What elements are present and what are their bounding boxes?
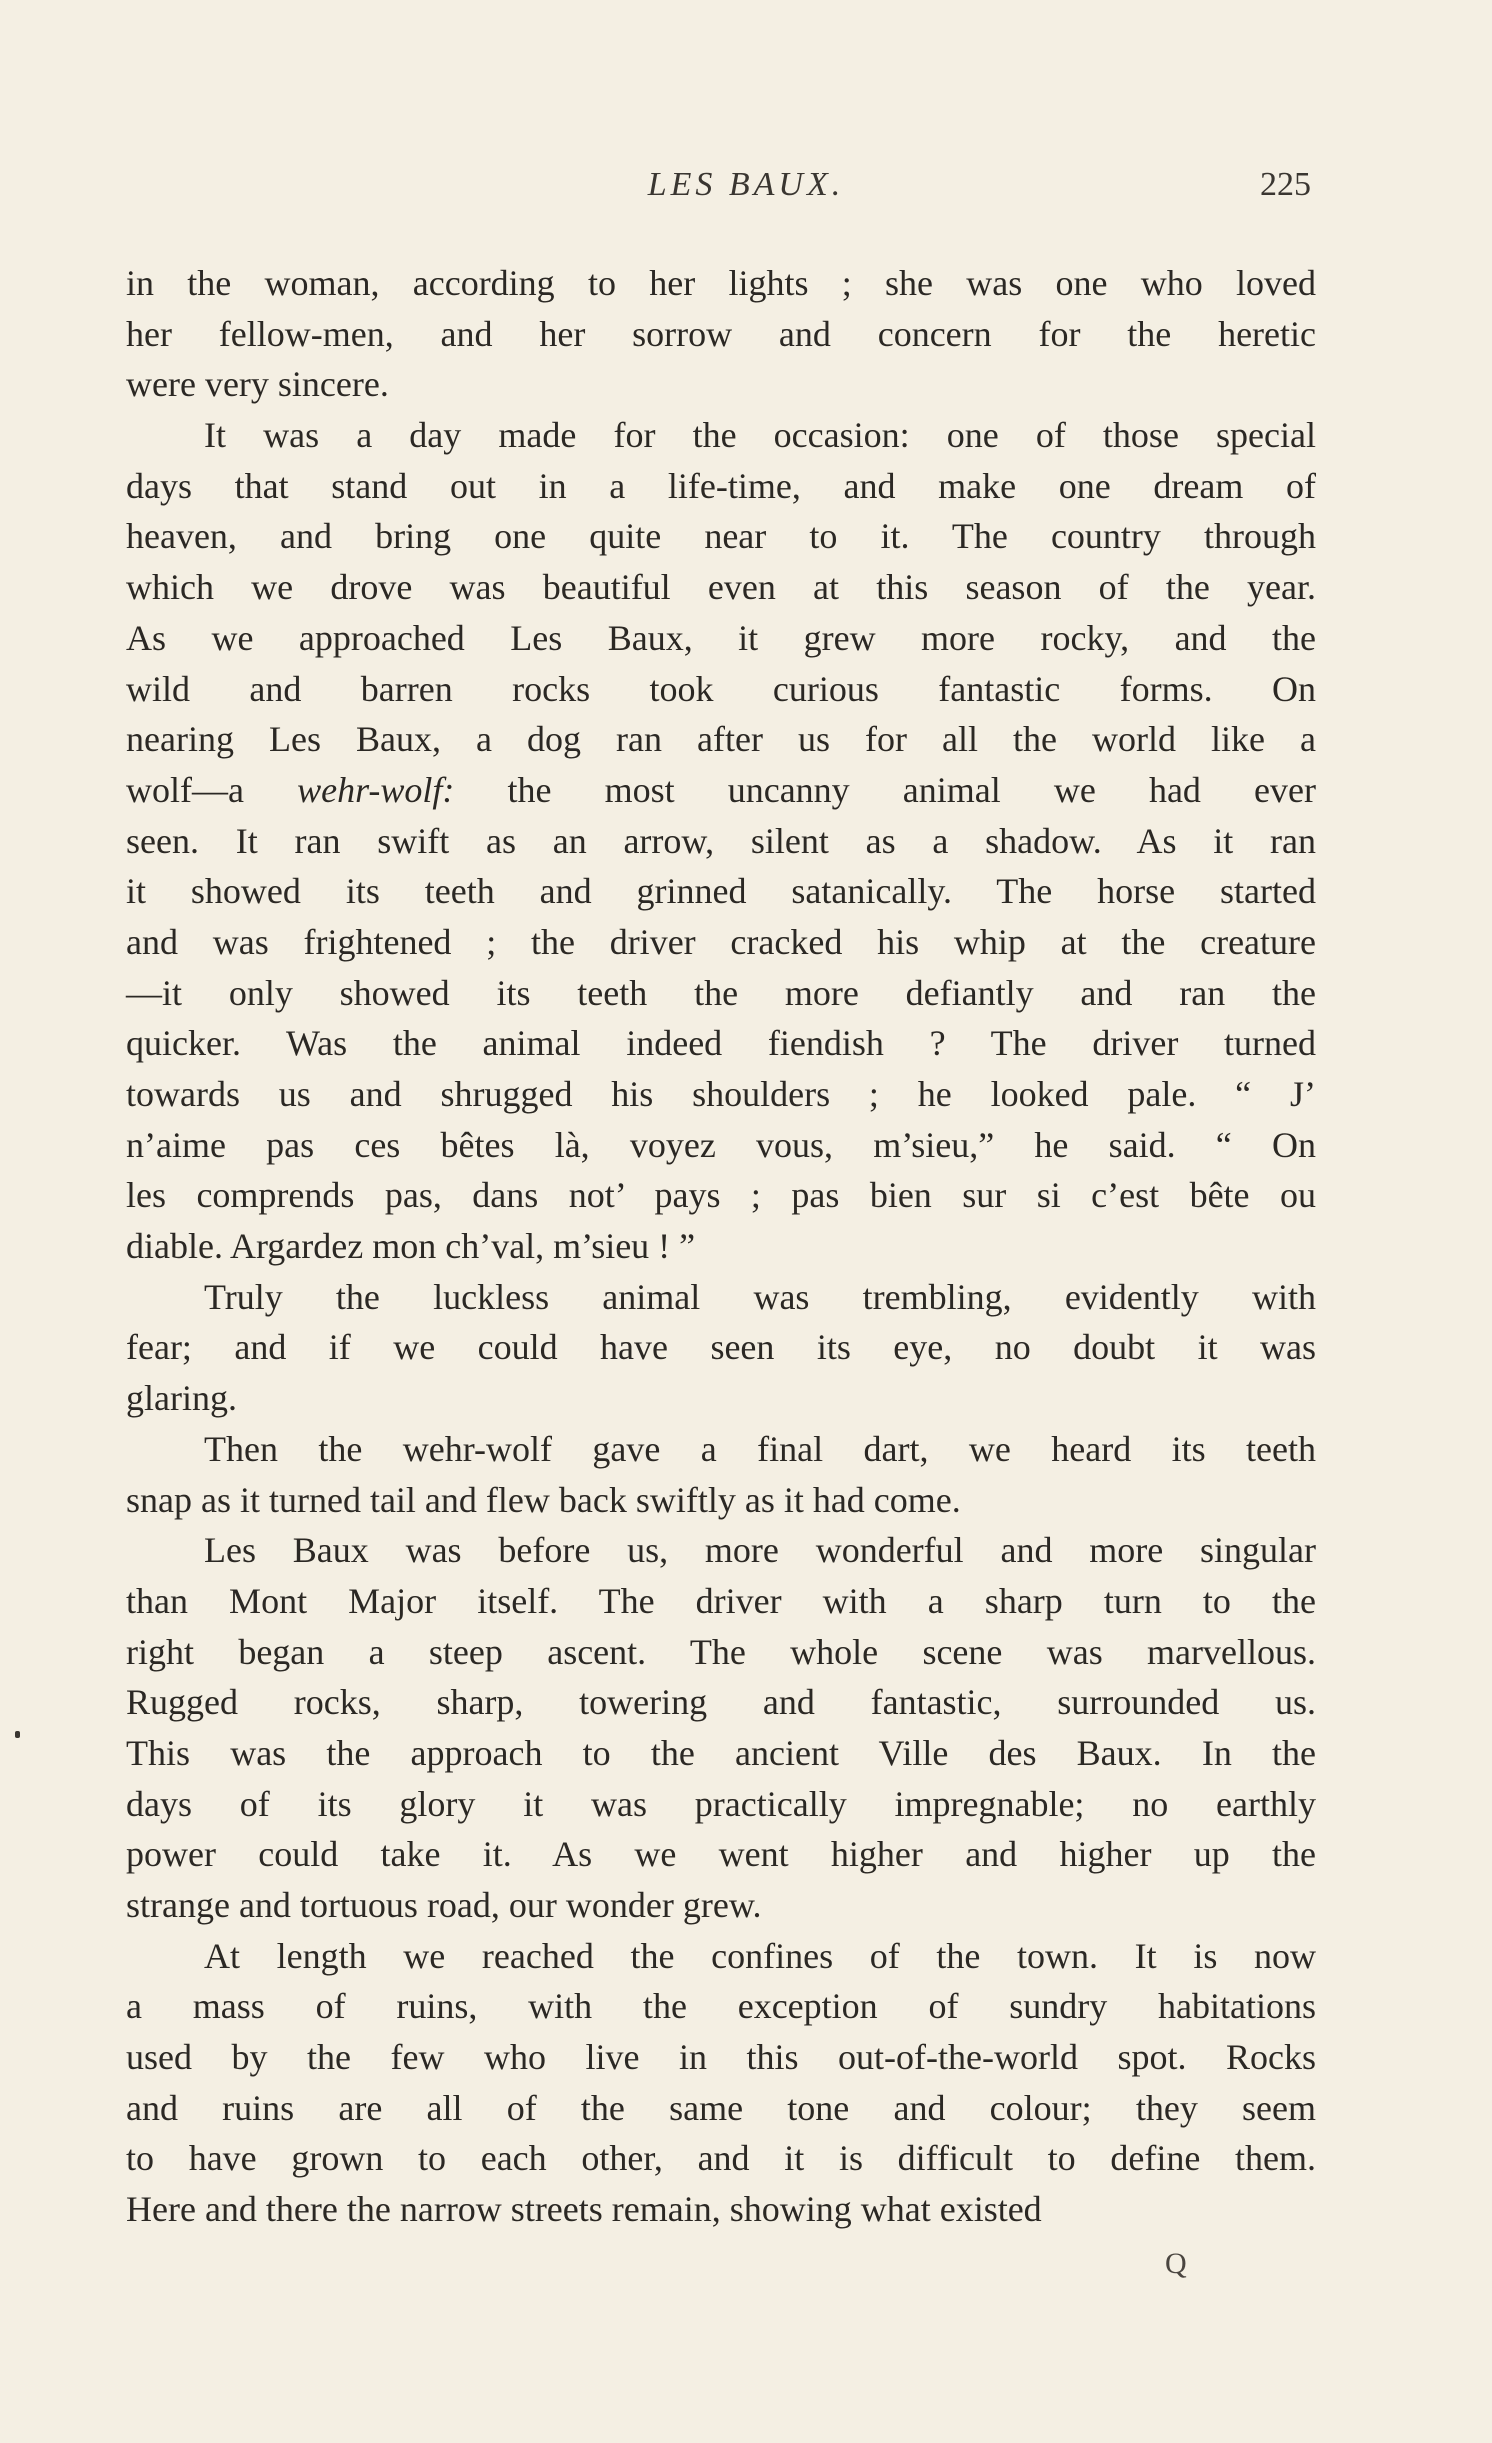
text-line: snap as it turned tail and flew back swiftly as it had come.: [126, 1479, 961, 1520]
text-line: her fellow-men, and her sorrow and concern for the heretic: [126, 313, 1316, 354]
text-line: Truly the luckless animal was trembling, evidently with: [204, 1276, 1316, 1317]
text-line: towards us and shrugged his shoulders ; he looked pale. “ J’: [126, 1074, 1316, 1114]
text-line: days that stand out in a life-time, and make one dream of: [126, 465, 1316, 506]
text-line: —it only showed its teeth the more defiantly and ran the: [126, 972, 1316, 1013]
text-line: were very sincere.: [126, 364, 389, 405]
text-line: This was the approach to the ancient Ville des Baux. In the: [126, 1732, 1316, 1773]
paragraph: [126, 258, 1316, 410]
text-line: it showed its teeth and grinned satanically. The horse started: [126, 871, 1316, 912]
text-line: Here and there the narrow streets remain, showing what existed: [126, 2189, 1042, 2230]
text-line: used by the few who live in this out-of-the-world spot. Rocks: [126, 2037, 1316, 2078]
text-line: seen. It ran swift as an arrow, silent as a shadow. As it ran: [126, 820, 1316, 861]
signature-mark: Q: [1165, 2247, 1187, 2280]
running-head: [0, 166, 1492, 214]
running-title: LES BAUX.: [647, 166, 845, 203]
text-line: which we drove was beautiful even at this season of the year.: [126, 567, 1316, 608]
paragraph: [126, 1931, 1316, 2235]
text-line: and was frightened ; the driver cracked his whip at the creature: [126, 921, 1316, 962]
text-line: in the woman, according to her lights ; she was one who loved: [126, 263, 1316, 303]
text-line: Then the wehr-wolf gave a final dart, we heard its teeth: [204, 1428, 1316, 1469]
text-line: At length we reached the confines of the town. It is now: [204, 1935, 1316, 1976]
text-line: right began a steep ascent. The whole scene was marvellous.: [126, 1631, 1316, 1672]
text-line: n’aime pas ces bêtes là, voyez vous, m’sieu,” he said. “ On: [126, 1124, 1316, 1165]
text-line: As we approached Les Baux, it grew more rocky, and the: [126, 617, 1316, 658]
paragraph: [126, 1525, 1316, 1931]
text-line: les comprends pas, dans not’ pays ; pas bien sur si c’est bête ou: [126, 1175, 1316, 1216]
text-line: to have grown to each other, and it is difficult to define them.: [126, 2138, 1316, 2179]
text-line: days of its glory it was practically impregnable; no earthly: [126, 1783, 1316, 1824]
text-line: than Mont Major itself. The driver with a sharp turn to the: [126, 1580, 1316, 1621]
text-line: wolf—a wehr-wolf: the most uncanny animal we had ever: [126, 769, 1316, 810]
italic-term: wehr-wolf:: [297, 769, 455, 810]
text-line: Les Baux was before us, more wonderful and more singular: [204, 1530, 1316, 1571]
text-line: power could take it. As we went higher and higher up the: [126, 1834, 1316, 1875]
paragraph: [126, 410, 1316, 1272]
text-line: strange and tortuous road, our wonder grew.: [126, 1885, 762, 1925]
text-line: heaven, and bring one quite near to it. The country through: [126, 516, 1316, 557]
text-line: and ruins are all of the same tone and colour; they seem: [126, 2087, 1316, 2128]
text-line: diable. Argardez mon ch’val, m’sieu ! ”: [126, 1226, 696, 1267]
paragraph: [126, 1424, 1316, 1525]
text-line: fear; and if we could have seen its eye, no doubt it was: [126, 1327, 1316, 1368]
text-line: a mass of ruins, with the exception of sundry habitations: [126, 1986, 1316, 2027]
ink-speck: [15, 1731, 20, 1738]
text-line: It was a day made for the occasion: one of those special: [204, 415, 1316, 456]
text-line: glaring.: [126, 1378, 237, 1419]
text-line: quicker. Was the animal indeed fiendish ? The driver turned: [126, 1023, 1316, 1064]
text-line: nearing Les Baux, a dog ran after us for all the world like a: [126, 719, 1316, 760]
body-text: [126, 258, 1316, 2235]
text-line: Rugged rocks, sharp, towering and fantastic, surrounded us.: [126, 1682, 1316, 1723]
page-number: 225: [1260, 166, 1311, 203]
paragraph: [126, 1272, 1316, 1424]
text-line: wild and barren rocks took curious fantastic forms. On: [126, 668, 1316, 709]
